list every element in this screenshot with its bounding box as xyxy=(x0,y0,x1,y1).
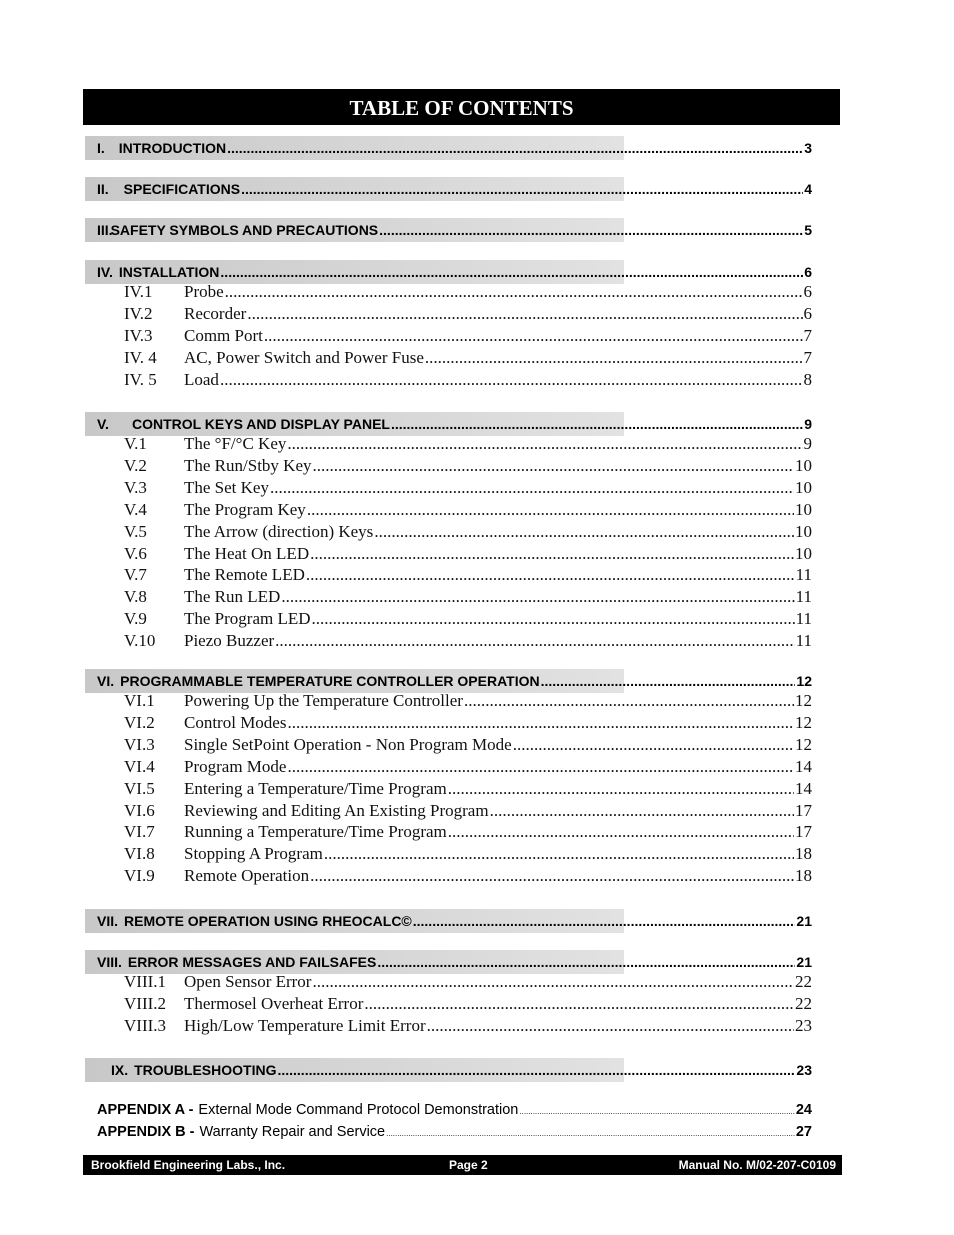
subsection-title: The Program Key xyxy=(184,499,306,519)
subsection-page-number: 7 xyxy=(803,325,812,345)
subsection-page-number: 12 xyxy=(795,712,812,732)
subsection-title: The Run/Stby Key xyxy=(184,455,312,475)
subsection-number: VI.1 xyxy=(124,691,155,710)
appendix-page-number: 27 xyxy=(795,1124,812,1140)
appendix-title: External Mode Command Protocol Demonstration xyxy=(198,1102,519,1118)
subsection-number: V.4 xyxy=(124,499,147,519)
subsection-title: The Heat On LED xyxy=(184,543,310,563)
subsection-number: VIII.2 xyxy=(124,993,167,1013)
toc-subsection[interactable] xyxy=(124,304,812,326)
section-number: VI. xyxy=(97,673,115,689)
subsection-page-number: 18 xyxy=(795,844,812,864)
subsection-title: Stopping A Program xyxy=(184,844,323,864)
subsection-number: IV.3 xyxy=(124,325,153,345)
toc-section-5[interactable] xyxy=(85,412,812,436)
dot-leader xyxy=(413,913,796,929)
subsection-page-number: 12 xyxy=(795,691,812,710)
section-title: INTRODUCTION xyxy=(118,140,227,156)
subsection-number: V.7 xyxy=(124,565,147,585)
section-title: SAFETY SYMBOLS AND PRECAUTIONS xyxy=(110,222,379,238)
toc-subsection[interactable] xyxy=(124,822,812,844)
subsection-title: Open Sensor Error xyxy=(184,972,312,991)
dot-leader xyxy=(247,304,802,324)
dot-leader xyxy=(225,282,803,302)
subsection-page-number: 6 xyxy=(803,282,812,301)
toc-section-8[interactable] xyxy=(85,950,812,974)
subsection-title: The Arrow (direction) Keys xyxy=(184,521,374,541)
subsection-number: VI.9 xyxy=(124,866,155,886)
dot-leader xyxy=(519,1107,794,1116)
subsection-title: The Program LED xyxy=(184,609,311,629)
dot-leader xyxy=(281,587,794,607)
toc-section-9[interactable] xyxy=(85,1058,812,1082)
dot-leader xyxy=(306,565,795,585)
subsection-page-number: 10 xyxy=(795,499,812,519)
section-title: PROGRAMMABLE TEMPERATURE CONTROLLER OPERATION xyxy=(120,673,540,689)
toc-subsection[interactable] xyxy=(124,609,812,631)
subsection-number: V.10 xyxy=(124,631,156,651)
dot-leader xyxy=(312,609,795,629)
subsection-title: Load xyxy=(184,369,219,389)
appendix-page-number: 24 xyxy=(795,1102,812,1118)
subsection-title: The Set Key xyxy=(184,477,269,497)
subsection-title: Piezo Buzzer xyxy=(184,631,275,651)
dot-leader xyxy=(287,713,794,733)
dot-leader xyxy=(448,779,794,799)
subsection-number: V.9 xyxy=(124,609,147,629)
dot-leader xyxy=(310,544,794,564)
subsection-page-number: 9 xyxy=(803,434,812,453)
section-number: I. xyxy=(97,140,105,156)
section-page-number: 3 xyxy=(804,140,812,156)
toc-subsection[interactable] xyxy=(124,587,812,609)
toc-section-7[interactable] xyxy=(85,909,812,933)
subsection-page-number: 23 xyxy=(795,1015,812,1035)
section-title: SPECIFICATIONS xyxy=(123,181,241,197)
subsection-title: Entering a Temperature/Time Program xyxy=(184,778,447,798)
dot-leader xyxy=(307,500,794,520)
section-page-number: 21 xyxy=(796,913,812,929)
subsection-title: Single SetPoint Operation - Non Program Mode xyxy=(184,734,512,754)
subsection-number: VI.7 xyxy=(124,822,155,842)
toc-section-1[interactable] xyxy=(85,136,812,160)
section-page-number: 21 xyxy=(796,954,812,970)
appendix-label: APPENDIX B - xyxy=(97,1124,195,1140)
subsection-page-number: 18 xyxy=(795,866,812,886)
toc-subsection[interactable] xyxy=(124,434,812,456)
subsection-page-number: 14 xyxy=(795,756,812,776)
subsection-number: V.6 xyxy=(124,543,147,563)
dot-leader xyxy=(227,140,803,156)
dot-leader xyxy=(391,416,803,432)
subsection-number: IV. 5 xyxy=(124,369,157,389)
subsection-page-number: 22 xyxy=(795,972,812,991)
section-number: V. xyxy=(97,416,109,432)
dot-leader xyxy=(386,1129,795,1138)
section-number: III. xyxy=(97,222,113,238)
subsection-title: The Remote LED xyxy=(184,565,305,585)
subsection-page-number: 10 xyxy=(795,521,812,541)
subsection-title: Powering Up the Temperature Controller xyxy=(184,691,463,710)
section-title: REMOTE OPERATION USING RHEOCALC© xyxy=(124,913,412,929)
dot-leader xyxy=(374,522,794,542)
footer-page-number: Page 2 xyxy=(449,1158,488,1172)
toc-section-4[interactable] xyxy=(85,260,812,284)
section-title: CONTROL KEYS AND DISPLAY PANEL xyxy=(131,416,390,432)
section-page-number: 23 xyxy=(796,1062,812,1078)
dot-leader xyxy=(310,866,794,886)
subsection-page-number: 14 xyxy=(795,778,812,798)
subsection-title: AC, Power Switch and Power Fuse xyxy=(184,347,424,367)
subsection-page-number: 11 xyxy=(795,587,812,607)
dot-leader xyxy=(427,1016,794,1036)
dot-leader xyxy=(287,434,802,454)
toc-subsection[interactable] xyxy=(124,522,812,544)
section-page-number: 12 xyxy=(796,673,812,689)
subsection-title: Comm Port xyxy=(184,325,263,345)
dot-leader xyxy=(379,222,803,238)
toc-subsection[interactable] xyxy=(124,844,812,866)
subsection-page-number: 11 xyxy=(795,565,812,585)
subsection-page-number: 22 xyxy=(795,993,812,1013)
toc-section-3[interactable] xyxy=(85,218,812,242)
dot-leader xyxy=(241,181,803,197)
subsection-page-number: 12 xyxy=(795,734,812,754)
dot-leader xyxy=(448,822,794,842)
subsection-page-number: 10 xyxy=(795,477,812,497)
subsection-page-number: 11 xyxy=(795,609,812,629)
toc-subsection[interactable] xyxy=(124,779,812,801)
toc-subsection[interactable] xyxy=(124,757,812,779)
subsection-page-number: 8 xyxy=(803,369,812,389)
section-title: ERROR MESSAGES AND FAILSAFES xyxy=(127,954,377,970)
appendix-label: APPENDIX A - xyxy=(97,1102,194,1118)
subsection-title: Probe xyxy=(184,282,224,301)
dot-leader xyxy=(425,348,803,368)
subsection-title: The °F/°C Key xyxy=(184,434,287,453)
section-page-number: 6 xyxy=(804,264,812,280)
subsection-number: VI.6 xyxy=(124,800,155,820)
dot-leader xyxy=(287,757,794,777)
toc-subsection[interactable] xyxy=(124,326,812,348)
dot-leader xyxy=(364,994,794,1014)
subsection-number: V.1 xyxy=(124,434,147,453)
toc-section-2[interactable] xyxy=(85,177,812,201)
subsection-number: VIII.1 xyxy=(124,972,167,991)
subsection-number: VI.4 xyxy=(124,756,155,776)
subsection-page-number: 17 xyxy=(795,800,812,820)
subsection-number: V.8 xyxy=(124,587,147,607)
toc-subsection[interactable] xyxy=(124,972,812,994)
subsection-page-number: 11 xyxy=(795,631,812,651)
footer-company: Brookfield Engineering Labs., Inc. xyxy=(91,1158,286,1172)
section-title: INSTALLATION xyxy=(118,264,220,280)
toc-subsection[interactable] xyxy=(124,801,812,823)
toc-subsection[interactable] xyxy=(124,500,812,522)
subsection-number: VIII.3 xyxy=(124,1015,167,1035)
section-page-number: 9 xyxy=(804,416,812,432)
subsection-title: Running a Temperature/Time Program xyxy=(184,822,447,842)
dot-leader xyxy=(220,264,803,280)
section-number: VII. xyxy=(97,913,119,929)
subsection-title: Program Mode xyxy=(184,756,287,776)
toc-subsection[interactable] xyxy=(124,348,812,370)
subsection-page-number: 10 xyxy=(795,455,812,475)
subsection-title: Reviewing and Editing An Existing Program xyxy=(184,800,489,820)
dot-leader xyxy=(513,735,794,755)
dot-leader xyxy=(312,972,794,992)
subsection-title: Remote Operation xyxy=(184,866,310,886)
subsection-number: V.2 xyxy=(124,455,147,475)
toc-subsection[interactable] xyxy=(124,282,812,304)
toc-subsection[interactable] xyxy=(124,691,812,713)
dot-leader xyxy=(220,370,803,390)
dot-leader xyxy=(541,673,796,689)
subsection-number: V.3 xyxy=(124,477,147,497)
toc-subsection[interactable] xyxy=(124,456,812,478)
section-title: TROUBLESHOOTING xyxy=(134,1062,277,1078)
toc-subsection[interactable] xyxy=(124,866,812,888)
toc-subsection[interactable] xyxy=(124,713,812,735)
subsection-title: Control Modes xyxy=(184,712,287,732)
subsection-page-number: 10 xyxy=(795,543,812,563)
subsection-title: Thermosel Overheat Error xyxy=(184,993,364,1013)
subsection-title: The Run LED xyxy=(184,587,281,607)
dot-leader xyxy=(464,691,794,711)
subsection-number: VI.2 xyxy=(124,712,155,732)
subsection-page-number: 7 xyxy=(803,347,812,367)
subsection-number: IV. 4 xyxy=(124,347,157,367)
dot-leader xyxy=(277,1062,795,1078)
dot-leader xyxy=(270,478,794,498)
section-number: IX. xyxy=(111,1062,129,1078)
dot-leader xyxy=(324,844,794,864)
subsection-title: High/Low Temperature Limit Error xyxy=(184,1015,426,1035)
section-number: II. xyxy=(97,181,109,197)
dot-leader xyxy=(490,801,794,821)
toc-subsection[interactable] xyxy=(124,1016,812,1038)
toc-subsection[interactable] xyxy=(124,631,812,653)
toc-subsection[interactable] xyxy=(124,994,812,1016)
section-number: IV. xyxy=(97,264,113,280)
dot-leader xyxy=(313,456,795,476)
dot-leader xyxy=(377,954,795,970)
appendix-title: Warranty Repair and Service xyxy=(199,1124,386,1140)
toc-subsection[interactable] xyxy=(124,370,812,392)
toc-title: TABLE OF CONTENTS xyxy=(83,89,840,125)
toc-subsection[interactable] xyxy=(124,735,812,757)
subsection-page-number: 6 xyxy=(803,303,812,323)
dot-leader xyxy=(264,326,803,346)
footer-manual-number: Manual No. M/02-207-C0109 xyxy=(678,1158,836,1172)
subsection-number: V.5 xyxy=(124,521,147,541)
toc-subsection[interactable] xyxy=(124,544,812,566)
dot-leader xyxy=(275,631,794,651)
page-footer xyxy=(83,1155,842,1175)
section-number: VIII. xyxy=(97,954,122,970)
subsection-title: Recorder xyxy=(184,303,247,323)
toc-subsection[interactable] xyxy=(124,478,812,500)
section-page-number: 5 xyxy=(804,222,812,238)
subsection-page-number: 17 xyxy=(795,822,812,842)
toc-section-6[interactable] xyxy=(85,669,812,693)
subsection-number: VI.8 xyxy=(124,844,155,864)
toc-subsection[interactable] xyxy=(124,565,812,587)
subsection-number: VI.5 xyxy=(124,778,155,798)
subsection-number: IV.1 xyxy=(124,282,153,301)
subsection-number: IV.2 xyxy=(124,303,153,323)
section-page-number: 4 xyxy=(804,181,812,197)
subsection-number: VI.3 xyxy=(124,734,155,754)
